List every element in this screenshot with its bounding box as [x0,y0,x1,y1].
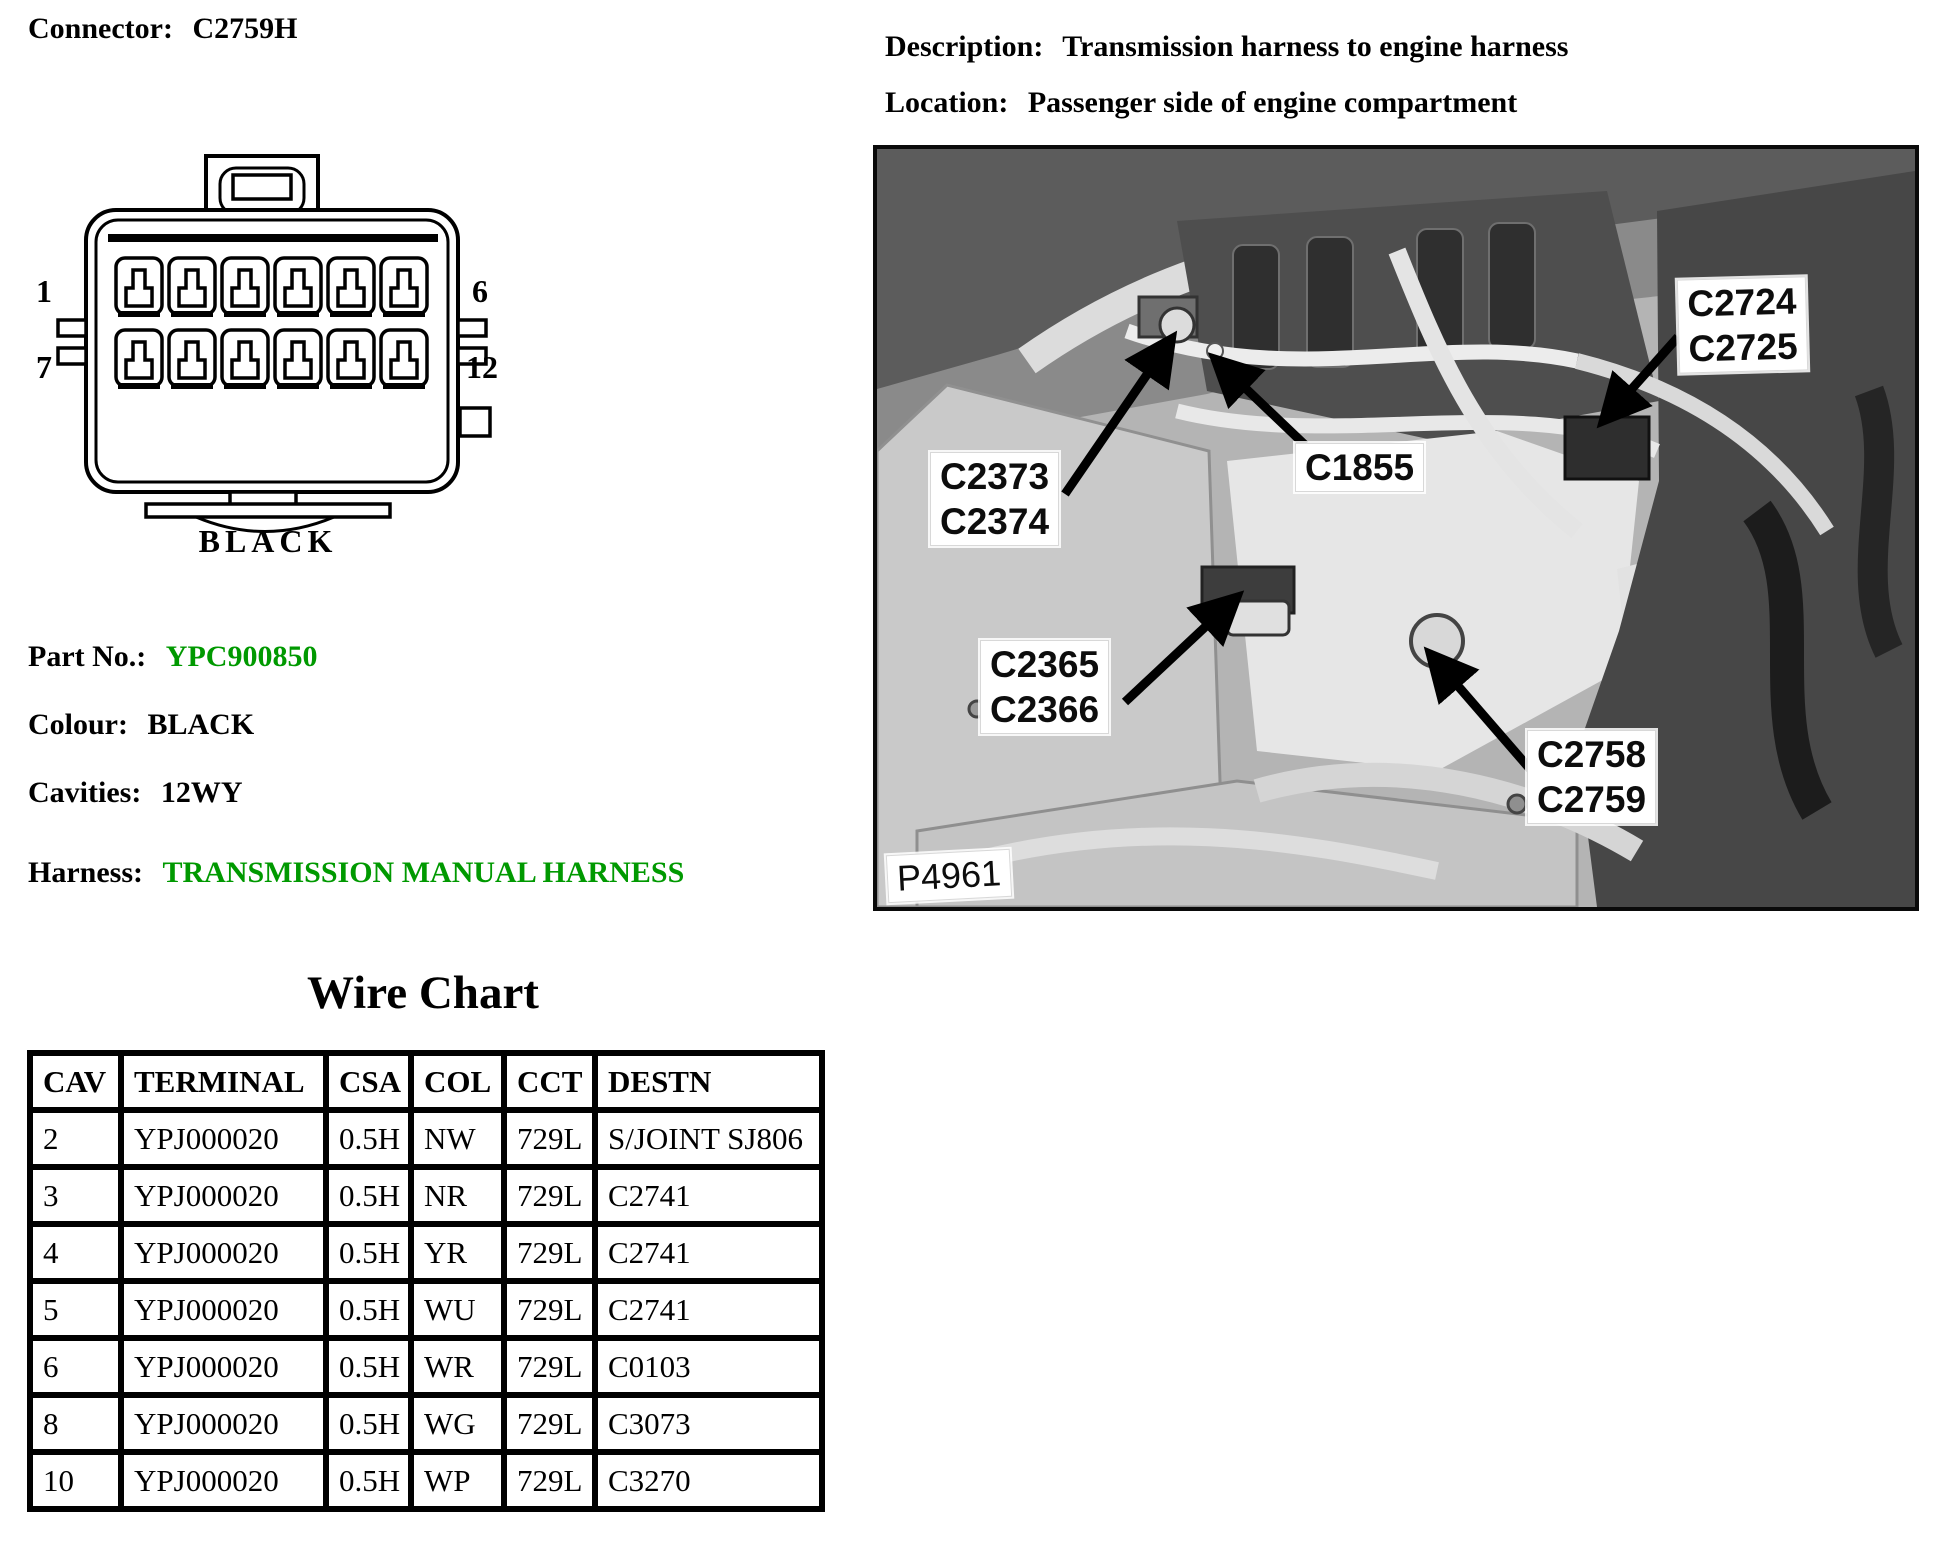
callout-c2724-c2725 [1677,276,1808,373]
wire-cell: 0.5H [326,1395,411,1452]
wire-col-header: DESTN [595,1053,822,1110]
wire-col-header: CCT [504,1053,595,1110]
callout-line: C2724 [1686,280,1797,325]
detail-value: 12WY [160,776,243,809]
callout-line: C2758 [1537,734,1647,775]
wire-cell: YPJ000020 [121,1224,326,1281]
wire-cell: YR [411,1224,504,1281]
wire-cell: 8 [30,1395,121,1452]
detail-label: Part No.: [28,640,147,673]
wire-chart-table [27,1050,825,1512]
wire-cell: C3073 [595,1395,822,1452]
connector-face-diagram [28,150,508,562]
wire-cell: 0.5H [326,1167,411,1224]
detail-value: YPC900850 [165,640,318,673]
wire-cell: YPJ000020 [121,1281,326,1338]
wire-cell: YPJ000020 [121,1167,326,1224]
wire-cell: 4 [30,1224,121,1281]
detail-cavities [28,776,242,810]
description-label: Description: [885,30,1044,63]
wire-cell: 729L [504,1452,595,1509]
wire-cell: C2741 [595,1167,822,1224]
wire-row [30,1452,822,1509]
callout-c1855 [1295,443,1424,492]
wire-cell: C0103 [595,1338,822,1395]
callout-line: C2725 [1688,325,1799,370]
detail-label: Colour: [28,708,128,741]
callout-line: C2366 [990,689,1100,730]
callout-line: C1855 [1305,447,1415,488]
wire-cell: WR [411,1338,504,1395]
connector-id: C2759H [192,12,298,45]
detail-value: TRANSMISSION MANUAL HARNESS [162,856,685,889]
callout-p4961 [886,849,1012,903]
pin-label-12: 12 [466,349,498,385]
wire-cell: 729L [504,1338,595,1395]
description-value: Transmission harness to engine harness [1062,30,1569,63]
detail-harness [28,856,684,890]
wire-chart-title: Wire Chart [307,967,539,1019]
wire-row [30,1338,822,1395]
wire-row [30,1110,822,1167]
detail-colour [28,708,254,742]
callout-line: C2365 [990,644,1100,685]
callout-c2365-c2366 [980,640,1109,734]
wire-cell: 3 [30,1167,121,1224]
callout-c2373-c2374 [930,452,1059,546]
detail-label: Cavities: [28,776,142,809]
wire-cell: 2 [30,1110,121,1167]
callout-line: C2374 [940,501,1050,542]
wire-row [30,1167,822,1224]
wire-row [30,1281,822,1338]
description-line [885,30,1568,64]
wire-cell: 0.5H [326,1110,411,1167]
wire-cell: 6 [30,1338,121,1395]
wire-cell: NW [411,1110,504,1167]
detail-label: Harness: [28,856,143,889]
wire-cell: WP [411,1452,504,1509]
wire-cell: 729L [504,1224,595,1281]
wire-cell: 10 [30,1452,121,1509]
pin-label-1: 1 [36,273,52,309]
callout-line: P4961 [895,852,1003,899]
wire-cell: 729L [504,1395,595,1452]
detail-value: BLACK [147,708,255,741]
wire-cell: 0.5H [326,1224,411,1281]
wire-col-header: COL [411,1053,504,1110]
wire-cell: C2741 [595,1281,822,1338]
connector-heading [28,12,297,46]
wire-row [30,1395,822,1452]
location-value: Passenger side of engine compartment [1027,86,1518,119]
engine-photo [873,145,1919,911]
wire-cell: 729L [504,1110,595,1167]
wire-cell: 0.5H [326,1281,411,1338]
wire-cell: YPJ000020 [121,1395,326,1452]
location-line [885,86,1517,120]
wire-cell: YPJ000020 [121,1110,326,1167]
wire-cell: 5 [30,1281,121,1338]
wire-header-row [30,1053,822,1110]
connector-latch [206,156,318,214]
location-label: Location: [885,86,1009,119]
wire-cell: C3270 [595,1452,822,1509]
wire-col-header: TERMINAL [121,1053,326,1110]
wire-cell: 729L [504,1167,595,1224]
wire-col-header: CAV [30,1053,121,1110]
pin-label-6: 6 [472,273,488,309]
wire-cell: 0.5H [326,1452,411,1509]
wire-col-header: CSA [326,1053,411,1110]
wire-row [30,1224,822,1281]
wire-cell: YPJ000020 [121,1338,326,1395]
wire-cell: WG [411,1395,504,1452]
connector-colour-caption: BLACK [198,523,338,559]
callout-line: C2373 [940,456,1050,497]
wire-cell: YPJ000020 [121,1452,326,1509]
detail-part-no [28,640,317,674]
wire-cell: 0.5H [326,1338,411,1395]
wire-cell: 729L [504,1281,595,1338]
callout-line: C2759 [1537,779,1647,820]
wire-cell: C2741 [595,1224,822,1281]
callout-c2758-c2759 [1527,730,1656,824]
connector-heading-label: Connector: [28,12,173,45]
wire-cell: NR [411,1167,504,1224]
wire-cell: S/JOINT SJ806 [595,1110,822,1167]
pin-label-7: 7 [36,349,52,385]
wire-cell: WU [411,1281,504,1338]
